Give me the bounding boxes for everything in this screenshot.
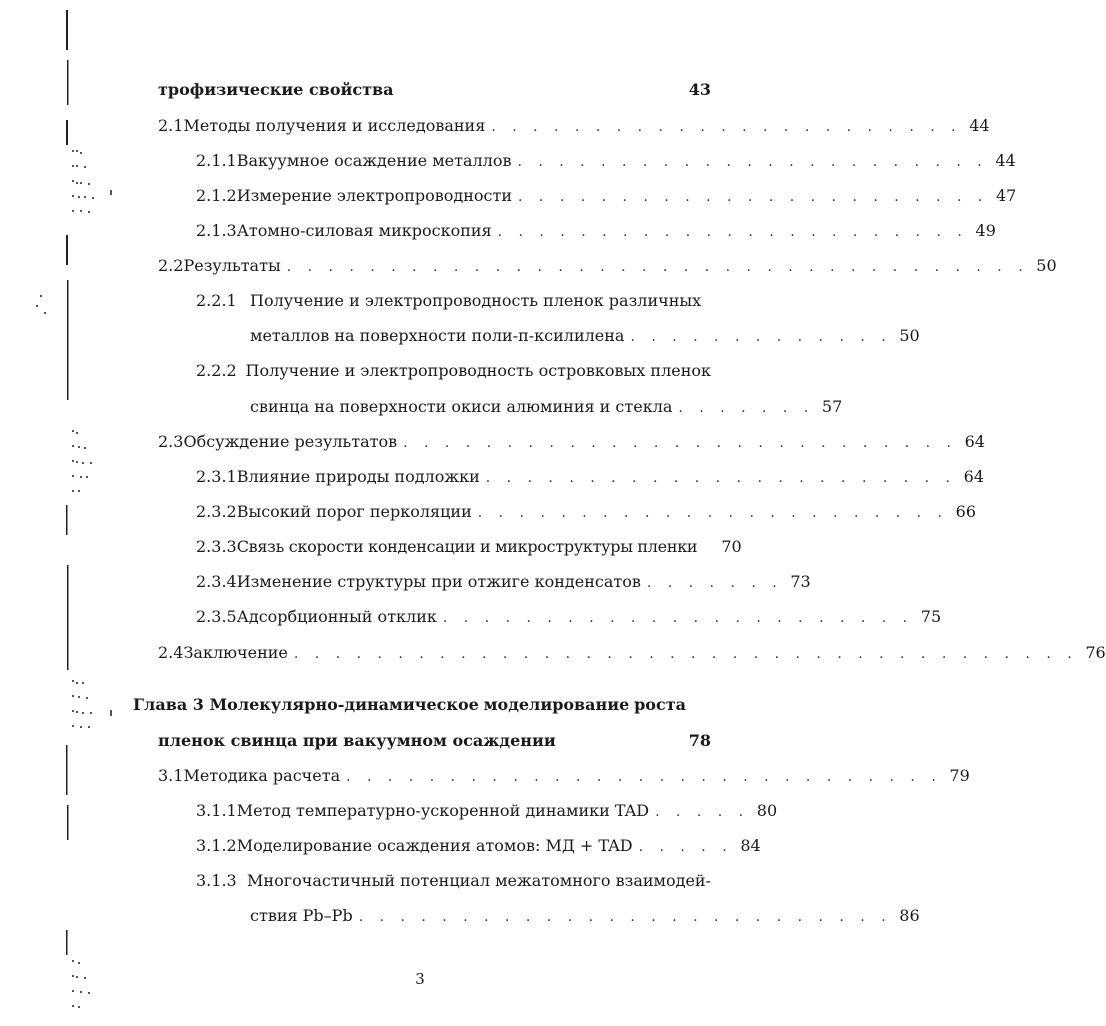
toc-entry-2-3-4[interactable] — [196, 571, 811, 593]
toc-entry-page: 78 — [688, 731, 711, 750]
toc-entry-3-1[interactable] — [158, 765, 970, 787]
toc-entry-page: 47 — [995, 186, 1017, 205]
toc-entry-number: 3.1.2 — [196, 836, 237, 855]
toc-entry-number: 2.3.4 — [196, 572, 237, 591]
toc-entry-title-continued: свинца на поверхности окиси алюминия и стекла — [250, 397, 673, 416]
toc-entry-title: Измерение электропроводности — [236, 186, 513, 205]
toc-chapter-3-line2[interactable] — [158, 730, 711, 752]
toc-entry-title: Получение и электропроводность пленок различных — [250, 291, 702, 310]
toc-entry-page: 64 — [964, 432, 985, 451]
dot-leader: . . . . . . . . . . . . . . . . . . . . . . . — [497, 224, 968, 240]
dot-leader: . . . . . . . — [646, 575, 783, 591]
dot-leader: . . . . . . . — [678, 400, 815, 416]
toc-entry-3-1-2[interactable] — [196, 835, 761, 857]
toc-entry-number: 2.2.2 — [196, 361, 237, 380]
toc-entry-2-2-1-line1[interactable] — [196, 290, 711, 312]
toc-entry-number: 2.4 — [158, 643, 184, 662]
dot-leader: . . . . . . . . . . . . . . . . . . . . . . . . . . . . . . . . . . . . . . — [293, 646, 1078, 662]
dot-leader: . . . . . . . . . . . . . . . . . . . . . . . — [477, 505, 949, 521]
toc-entry-title: Связь скорости конденсации и микроструктуры пленки — [236, 537, 698, 556]
toc-entry-page: 84 — [740, 836, 761, 855]
toc-entry-2-2[interactable] — [158, 255, 1057, 277]
toc-entry-2-2-1-line2[interactable] — [250, 325, 920, 347]
toc-entry-2-3-3[interactable] — [196, 536, 742, 558]
toc-entry-title-continued: ствия Pb–Pb — [250, 906, 353, 925]
dot-leader: . . . . . . . . . . . . . . . . . . . . . . . — [485, 470, 956, 486]
toc-entry-number: 3.1.1 — [196, 801, 237, 820]
toc-entry-title: Методы получения и исследования — [183, 116, 486, 135]
toc-entry-chapter2-tail[interactable] — [158, 79, 711, 101]
toc-entry-2-1[interactable] — [158, 115, 990, 137]
toc-entry-page: 76 — [1085, 643, 1106, 662]
toc-entry-number: 2.1 — [158, 116, 184, 135]
toc-entry-2-1-3[interactable] — [196, 220, 996, 242]
toc-entry-page: 80 — [756, 801, 778, 820]
toc-entry-page: 44 — [995, 151, 1016, 170]
toc-entry-title: Методика расчета — [183, 766, 341, 785]
toc-entry-title: Заключение — [183, 643, 288, 662]
toc-entry-title-continued: металлов на поверхности поли-п-ксилилена — [250, 326, 625, 345]
toc-entry-2-3-1[interactable] — [196, 466, 984, 488]
toc-entry-number: 3.1.3 — [196, 871, 237, 890]
toc-entry-page: 86 — [899, 906, 920, 925]
toc-entry-2-3-2[interactable] — [196, 501, 977, 523]
toc-entry-2-3-5[interactable] — [196, 606, 942, 628]
toc-entry-number: 3.1 — [158, 766, 184, 785]
toc-entry-2-2-2-line1[interactable] — [196, 360, 711, 382]
toc-entry-number: 2.1.1 — [196, 151, 237, 170]
toc-entry-page: 50 — [1036, 256, 1057, 275]
page-number: 3 — [415, 970, 425, 988]
chapter-title-part: роста — [634, 695, 686, 714]
toc-entry-2-1-1[interactable] — [196, 150, 1016, 172]
toc-entry-3-1-3-line1[interactable] — [196, 870, 711, 892]
toc-entry-2-3[interactable] — [158, 431, 985, 453]
dot-leader: . . . . . . . . . . . . . — [630, 329, 892, 345]
dot-leader: . . . . . — [638, 839, 733, 855]
toc-entry-title: Влияние природы подложки — [236, 467, 480, 486]
toc-entry-title: Обсуждение результатов — [183, 432, 398, 451]
toc-entry-title: Многочастичный потенциал межатомного взаимодей- — [247, 871, 711, 890]
toc-entry-title: Результаты — [183, 256, 281, 275]
dot-leader: . . . . . . . . . . . . . . . . . . . . . . . — [442, 610, 914, 626]
toc-entry-2-4[interactable] — [158, 642, 1106, 664]
toc-entry-number: 2.3.2 — [196, 502, 237, 521]
toc-chapter-3-line1[interactable] — [133, 694, 686, 716]
chapter-title-continued: пленок свинца при вакуумном осаждении — [158, 731, 556, 750]
toc-entry-title: Получение и электропроводность островковых пленок — [245, 361, 711, 380]
toc-entry-page: 73 — [790, 572, 811, 591]
dot-leader: . . . . . . . . . . . . . . . . . . . . . . . — [491, 119, 962, 135]
toc-entry-number: 2.3 — [158, 432, 184, 451]
dot-leader: . . . . . . . . . . . . . . . . . . . . . . . . . . . . . — [346, 769, 942, 785]
dot-leader: . . . . . . . . . . . . . . . . . . . . . . . — [518, 189, 989, 205]
toc-entry-3-1-3-line2[interactable] — [250, 905, 920, 927]
toc-entry-page: 70 — [721, 537, 742, 556]
dot-leader: . . . . . . . . . . . . . . . . . . . . . . . . . . . — [403, 435, 957, 451]
dot-leader: . . . . . — [655, 804, 750, 820]
toc-entry-title: Вакуумное осаждение металлов — [236, 151, 512, 170]
toc-entry-number: 2.3.3 — [196, 537, 237, 556]
toc-entry-page: 43 — [688, 80, 711, 99]
toc-entry-number: 2.1.3 — [196, 221, 237, 240]
chapter-title-part: Глава 3 Молекулярно-динамическое — [133, 695, 479, 714]
toc-entry-number: 2.3.1 — [196, 467, 237, 486]
dot-leader: . . . . . . . . . . . . . . . . . . . . . . . . . . . . . . . . . . . . — [286, 259, 1029, 275]
toc-entry-title: Атомно-силовая микроскопия — [236, 221, 492, 240]
toc-entry-title: трофизические свойства — [158, 80, 394, 99]
toc-entry-page: 49 — [975, 221, 996, 240]
toc-entry-number: 2.3.5 — [196, 607, 237, 626]
toc-entry-2-2-2-line2[interactable] — [250, 396, 843, 418]
toc-entry-title: Адсорбционный отклик — [236, 607, 437, 626]
toc-entry-page: 75 — [920, 607, 942, 626]
toc-entry-page: 57 — [821, 397, 843, 416]
toc-entry-number: 2.2 — [158, 256, 184, 275]
toc-entry-2-1-2[interactable] — [196, 185, 1017, 207]
toc-entry-number: 2.2.1 — [196, 291, 237, 310]
toc-entry-3-1-1[interactable] — [196, 800, 778, 822]
toc-entry-page: 66 — [955, 502, 977, 521]
toc-entry-title: Моделирование осаждения атомов: МД + TAD — [236, 836, 633, 855]
toc-entry-page: 50 — [899, 326, 920, 345]
toc-entry-page: 44 — [969, 116, 990, 135]
toc-entry-title: Высокий порог перколяции — [236, 502, 472, 521]
dot-leader: . . . . . . . . . . . . . . . . . . . . . . . — [517, 154, 988, 170]
toc-entry-page: 64 — [963, 467, 984, 486]
dot-leader: . . . . . . . . . . . . . . . . . . . . . . . . . . — [358, 909, 892, 925]
toc-entry-number: 2.1.2 — [196, 186, 237, 205]
toc-entry-title: Изменение структуры при отжиге конденсатов — [236, 572, 641, 591]
chapter-title-part: моделирование — [483, 695, 630, 714]
toc-entry-title: Метод температурно-ускоренной динамики TAD — [236, 801, 650, 820]
toc-entry-page: 79 — [949, 766, 970, 785]
